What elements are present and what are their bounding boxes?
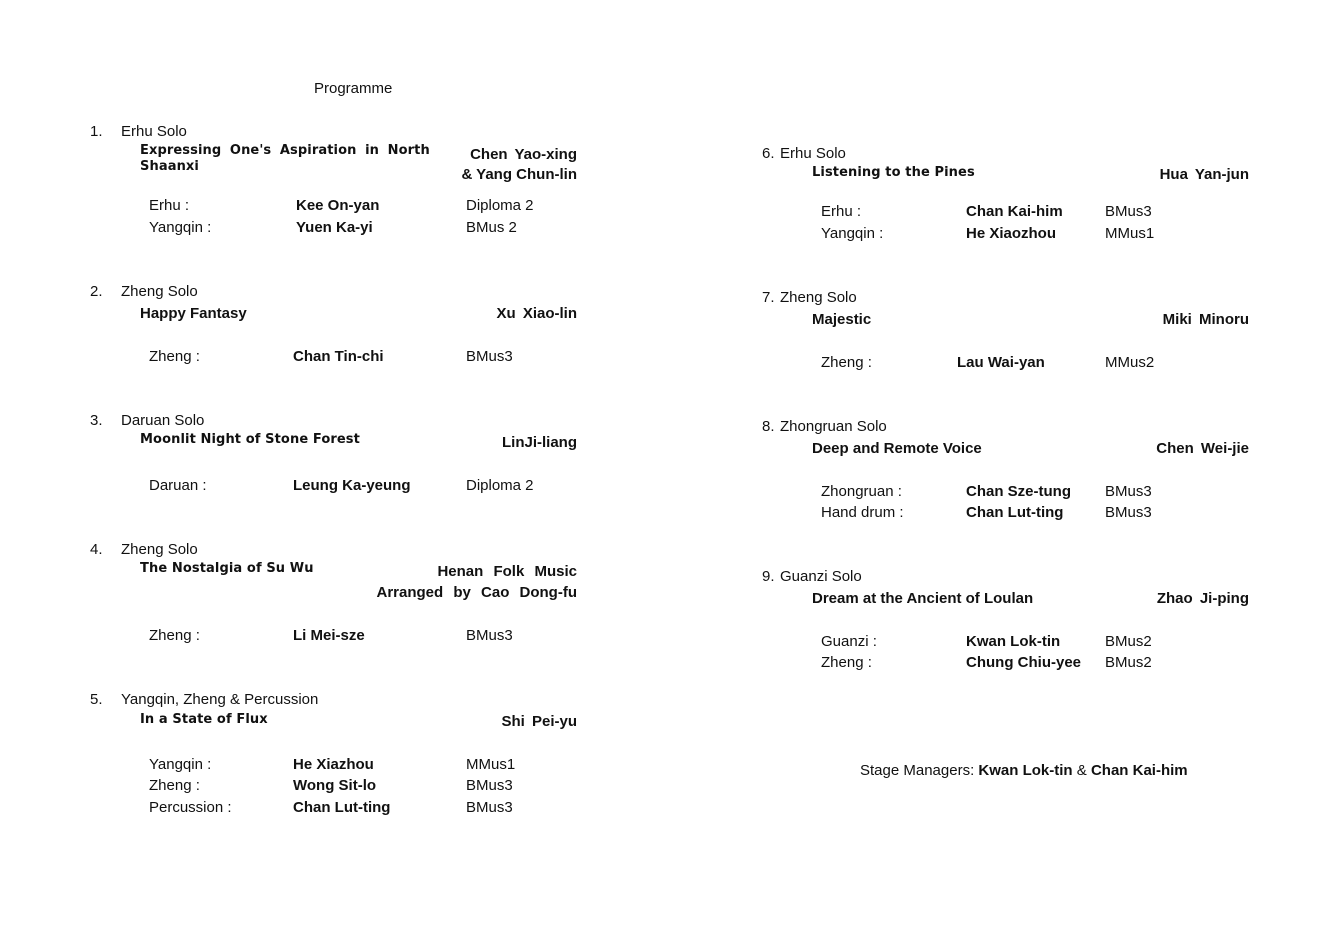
item-number: 5. <box>90 691 103 708</box>
performer-name: Kwan Lok-tin <box>966 633 1061 650</box>
performer-level: BMus 2 <box>466 219 517 236</box>
work-title: Expressing One's Aspiration in North <box>140 143 430 158</box>
performer-instrument: Zheng : <box>149 348 200 365</box>
performer-name: Kee On-yan <box>296 197 380 214</box>
performer-level: Diploma 2 <box>466 477 534 494</box>
item-heading: Zheng Solo <box>121 283 198 300</box>
item-heading: Zheng Solo <box>780 289 857 306</box>
performer-instrument: Percussion : <box>149 799 232 816</box>
item-number: 6. <box>762 145 775 162</box>
item-heading: Daruan Solo <box>121 412 205 429</box>
item-heading: Erhu Solo <box>121 123 187 140</box>
performer-name: Yuen Ka-yi <box>296 219 373 236</box>
work-title-line2: Shaanxi <box>140 159 199 174</box>
page-title: Programme <box>314 80 393 97</box>
performer-instrument: Yangqin : <box>149 219 212 236</box>
performer-instrument: Yangqin : <box>821 225 884 242</box>
performer-instrument: Hand drum : <box>821 504 904 521</box>
item-heading: Guanzi Solo <box>780 568 862 585</box>
performer-instrument: Yangqin : <box>149 756 212 773</box>
composer: Xu Xiao-lin <box>496 305 577 322</box>
performer-level: BMus3 <box>466 777 513 794</box>
performer-instrument: Zheng : <box>821 354 872 371</box>
stage-manager-name: Kwan Lok-tin <box>978 762 1073 779</box>
performer-instrument: Erhu : <box>821 203 862 220</box>
work-title: Happy Fantasy <box>140 305 247 322</box>
stage-managers <box>860 762 1188 779</box>
performer-instrument: Zheng : <box>149 777 200 794</box>
performer-name: Chan Sze-tung <box>966 483 1071 500</box>
performer-name: Wong Sit-lo <box>293 777 377 794</box>
item-number: 3. <box>90 412 103 429</box>
performer-instrument: Zheng : <box>821 654 872 671</box>
performer-name: Li Mei-sze <box>293 627 365 644</box>
item-number: 8. <box>762 418 775 435</box>
stage-managers-label: Stage Managers: <box>860 762 975 779</box>
work-title: Dream at the Ancient of Loulan <box>812 590 1034 607</box>
performer-level: BMus3 <box>1105 504 1152 521</box>
work-title: Listening to the Pines <box>812 165 975 180</box>
performer-name: Leung Ka-yeung <box>293 477 411 494</box>
composer: LinJi-liang <box>502 434 577 451</box>
composer: Chen Yao-xing <box>470 146 577 163</box>
performer-name: Chan Tin-chi <box>293 348 384 365</box>
performer-instrument: Erhu : <box>149 197 190 214</box>
composer: Zhao Ji-ping <box>1156 590 1249 607</box>
item-number: 1. <box>90 123 103 140</box>
work-title: Moonlit Night of Stone Forest <box>140 432 360 447</box>
performer-level: BMus3 <box>1105 483 1152 500</box>
performer-level: BMus3 <box>466 627 513 644</box>
performer-name: Chan Lut-ting <box>966 504 1064 521</box>
performer-level: BMus3 <box>466 348 513 365</box>
stage-managers-and: & <box>1076 762 1087 779</box>
performer-name: He Xiaozhou <box>966 225 1057 242</box>
performer-instrument: Zhongruan : <box>821 483 902 500</box>
item-heading: Erhu Solo <box>780 145 846 162</box>
composer: Miki Minoru <box>1162 311 1249 328</box>
performer-name: Chung Chiu-yee <box>966 654 1081 671</box>
item-number: 4. <box>90 541 103 558</box>
performer-level: MMus1 <box>466 756 516 773</box>
stage-manager-name: Chan Kai-him <box>1090 762 1188 779</box>
performer-level: MMus1 <box>1105 225 1155 242</box>
performer-name: Chan Lut-ting <box>293 799 391 816</box>
work-title: Majestic <box>812 311 872 328</box>
item-heading: Zheng Solo <box>121 541 198 558</box>
work-title: In a State of Flux <box>140 712 268 727</box>
arranger: Arranged by Cao Dong-fu <box>376 584 577 601</box>
performer-instrument: Guanzi : <box>821 633 877 650</box>
performer-instrument: Zheng : <box>149 627 200 644</box>
performer-name: He Xiazhou <box>293 756 374 773</box>
performer-level: BMus2 <box>1105 654 1152 671</box>
composer: Hua Yan-jun <box>1159 166 1249 183</box>
composer: Chen Wei-jie <box>1156 440 1249 457</box>
performer-name: Lau Wai-yan <box>957 354 1045 371</box>
performer-name: Chan Kai-him <box>966 203 1063 220</box>
performer-level: BMus2 <box>1105 633 1152 650</box>
item-heading: Zhongruan Solo <box>780 418 887 435</box>
work-title: Deep and Remote Voice <box>812 440 982 457</box>
item-number: 7. <box>762 289 775 306</box>
item-number: 2. <box>90 283 103 300</box>
item-number: 9. <box>762 568 775 585</box>
performer-level: BMus3 <box>466 799 513 816</box>
item-heading: Yangqin, Zheng & Percussion <box>121 691 319 708</box>
performer-instrument: Daruan : <box>149 477 207 494</box>
work-title: The Nostalgia of Su Wu <box>140 561 314 576</box>
composer: Henan Folk Music <box>437 563 577 580</box>
performer-level: BMus3 <box>1105 203 1152 220</box>
performer-level: Diploma 2 <box>466 197 534 214</box>
composer: Shi Pei-yu <box>501 713 577 730</box>
performer-level: MMus2 <box>1105 354 1155 371</box>
composer-line2: & Yang Chun-lin <box>461 166 577 183</box>
